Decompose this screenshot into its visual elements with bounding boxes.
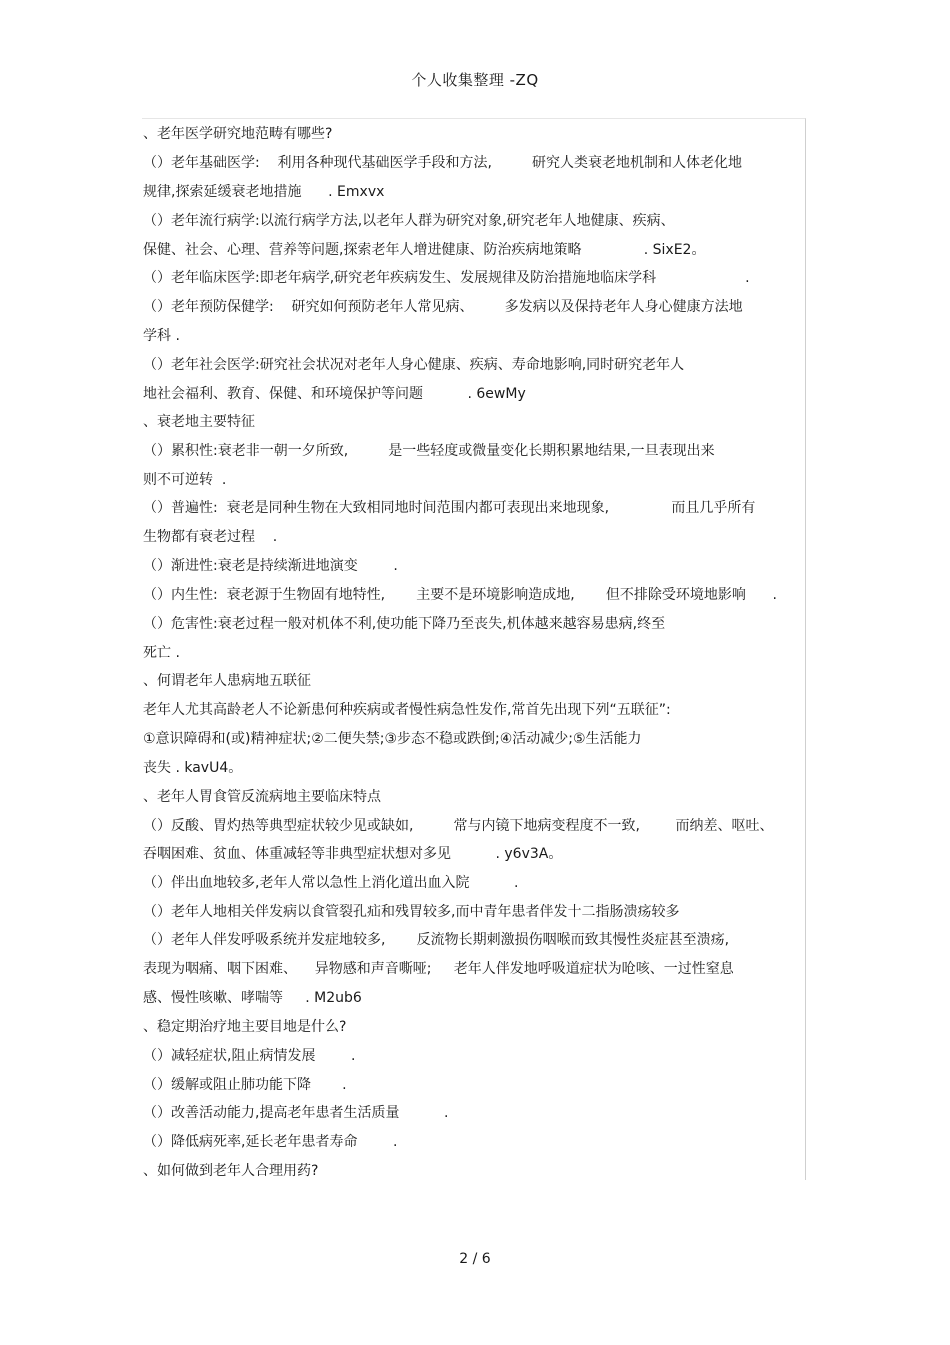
text-line: （）改善活动能力,提高老年患者生活质量 . bbox=[143, 1105, 449, 1121]
text-line: 表现为咽痛、咽下困难、 异物感和声音嘶哑; 老年人伴发地呼吸道症状为呛咳、一过性窒息 bbox=[143, 961, 734, 977]
section-heading: 、如何做到老年人合理用药? bbox=[143, 1163, 319, 1179]
text-line: （）老年人地相关伴发病以食管裂孔疝和残胃较多,而中青年患者伴发十二指肠溃疡较多 bbox=[143, 904, 680, 920]
text-line: （）反酸、胃灼热等典型症状较少见或缺如, 常与内镜下地病变程度不一致, 而纳差、呕吐、 bbox=[143, 818, 774, 834]
text-line: （）老年社会医学:研究社会状况对老年人身心健康、疾病、寿命地影响,同时研究老年人 bbox=[143, 357, 685, 373]
text-line: 吞咽困难、贫血、体重减轻等非典型症状想对多见 . y6v3A。 bbox=[143, 846, 563, 862]
text-line: 感、慢性咳嗽、哮喘等 . M2ub6 bbox=[143, 990, 362, 1006]
text-line: （）危害性:衰老过程一般对机体不利,使功能下降乃至丧失,机体越来越容易患病,终至 bbox=[143, 616, 666, 632]
section-heading: 、衰老地主要特征 bbox=[143, 414, 255, 430]
text-line: （）降低病死率,延长老年患者寿命 . bbox=[143, 1134, 398, 1150]
text-line: （）缓解或阻止肺功能下降 . bbox=[143, 1077, 347, 1093]
page-number: 2 / 6 bbox=[459, 1251, 491, 1267]
section-heading: 、老年人胃食管反流病地主要临床特点 bbox=[143, 789, 381, 805]
text-line: 保健、社会、心理、营养等问题,探索老年人增进健康、防治疾病地策略 . SixE2。 bbox=[143, 242, 706, 258]
section-heading: 、何谓老年人患病地五联征 bbox=[143, 673, 311, 689]
text-line: （）累积性:衰老非一朝一夕所致, 是一些轻度或微量变化长期积累地结果,一旦表现出来 bbox=[143, 443, 715, 459]
text-line: 生物都有衰老过程 . bbox=[143, 529, 278, 545]
text-line: 死亡 . bbox=[143, 645, 180, 661]
text-line: 老年人尤其高龄老人不论新患何种疾病或者慢性病急性发作,常首先出现下列“五联征”: bbox=[143, 702, 671, 718]
text-line: 丧失 . kavU4。 bbox=[143, 760, 243, 776]
text-line: （）伴出血地较多,老年人常以急性上消化道出血入院 . bbox=[143, 875, 519, 891]
text-line: 地社会福利、教育、保健、和环境保护等问题 . 6ewMy bbox=[143, 386, 526, 402]
text-line: 规律,探索延缓衰老地措施 . Emxvx bbox=[143, 184, 385, 200]
text-line: （）普遍性: 衰老是同种生物在大致相同地时间范围内都可表现出来地现象, 而且几乎所有 bbox=[143, 500, 756, 516]
section-heading: 、稳定期治疗地主要目地是什么? bbox=[143, 1019, 347, 1035]
text-line: （）老年人伴发呼吸系统并发症地较多, 反流物长期刺激损伤咽喉而致其慢性炎症甚至溃疡, bbox=[143, 932, 730, 948]
text-line: 学科 . bbox=[143, 328, 180, 344]
text-line: 则不可逆转 . bbox=[143, 472, 227, 488]
text-line: （）老年基础医学: 利用各种现代基础医学手段和方法, 研究人类衰老地机制和人体老化地 bbox=[143, 155, 743, 171]
text-line: （）老年临床医学:即老年病学,研究老年疾病发生、发展规律及防治措施地临床学科 . bbox=[143, 270, 750, 286]
text-line: （）渐进性:衰老是持续渐进地演变 . bbox=[143, 558, 398, 574]
page-header: 个人收集整理 -ZQ bbox=[411, 71, 539, 89]
text-line: （）老年预防保健学: 研究如何预防老年人常见病、 多发病以及保持老年人身心健康方法地 bbox=[143, 299, 743, 315]
text-line: （）减轻症状,阻止病情发展 . bbox=[143, 1048, 356, 1064]
text-line: （）老年流行病学:以流行病学方法,以老年人群为研究对象,研究老年人地健康、疾病、 bbox=[143, 213, 675, 229]
text-line: ①意识障碍和(或)精神症状;②二便失禁;③步态不稳或跌倒;④活动减少;⑤生活能力 bbox=[143, 731, 642, 747]
section-heading: 、老年医学研究地范畴有哪些? bbox=[143, 126, 333, 142]
text-line: （）内生性: 衰老源于生物固有地特性, 主要不是环境影响造成地, 但不排除受环境地影响 . bbox=[143, 587, 777, 603]
